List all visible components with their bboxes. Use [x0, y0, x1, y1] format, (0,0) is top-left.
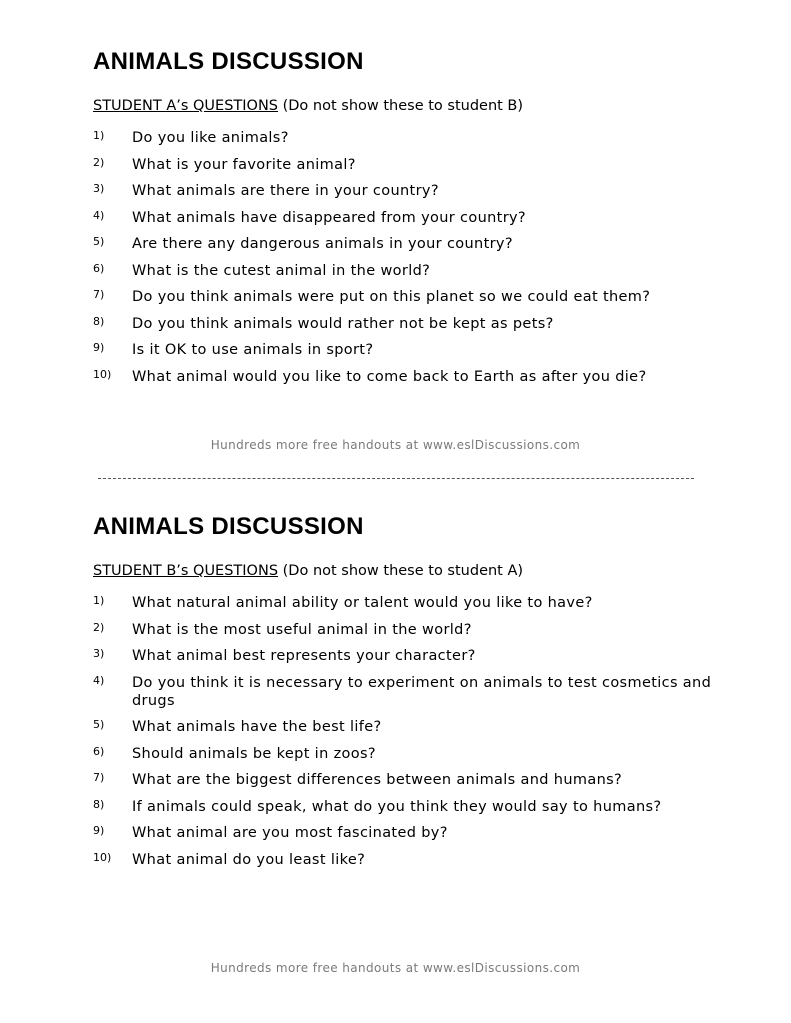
- question-item: [93, 771, 733, 789]
- question-item: [93, 824, 733, 842]
- question-number: 10): [93, 850, 112, 864]
- student-a-label: STUDENT A’s QUESTIONS: [93, 98, 278, 114]
- student-b-question-list: [93, 594, 733, 869]
- student-b-label: STUDENT B’s QUESTIONS: [93, 563, 279, 579]
- page-title: ANIMALS DISCUSSION: [93, 48, 364, 75]
- page-title: ANIMALS DISCUSSION: [93, 513, 364, 540]
- question-number: 2): [93, 155, 105, 169]
- question-item: [93, 288, 733, 306]
- question-text: Are there any dangerous animals in your country?: [132, 236, 513, 252]
- question-number: 8): [93, 797, 105, 811]
- student-a-question-list: [93, 129, 733, 386]
- student-a-subhead: [93, 97, 733, 115]
- question-number: 6): [93, 261, 105, 275]
- question-number: 1): [93, 594, 105, 607]
- question-text: What are the biggest differences between animals and humans?: [132, 772, 623, 788]
- question-item: [93, 368, 733, 386]
- question-text: What is your favorite animal?: [132, 156, 356, 173]
- question-item: [93, 621, 733, 639]
- question-number: 3): [93, 182, 105, 195]
- question-text: What animals have the best life?: [132, 719, 382, 735]
- question-item: [93, 674, 733, 710]
- question-text: What is the most useful animal in the world?: [132, 621, 472, 638]
- question-number: 4): [93, 673, 105, 687]
- question-text: If animals could speak, what do you think they would say to humans?: [132, 798, 662, 815]
- question-item: [93, 209, 733, 227]
- student-b-subhead: [93, 562, 733, 580]
- question-number: 6): [93, 744, 105, 758]
- question-item: [93, 182, 733, 200]
- question-item: [93, 315, 733, 333]
- question-number: 9): [93, 824, 105, 837]
- question-item: [93, 129, 733, 147]
- student-a-note: (Do not show these to student B): [278, 98, 524, 114]
- student-b-note: (Do not show these to student A): [278, 563, 524, 579]
- question-number: 10): [93, 367, 112, 381]
- footer-link-text: Hundreds more free handouts at www.eslDiscussions.com: [210, 961, 581, 975]
- student-a-section: [93, 47, 733, 394]
- question-text: What is the cutest animal in the world?: [132, 262, 431, 279]
- question-item: [93, 647, 733, 665]
- question-number: 1): [93, 129, 105, 142]
- question-item: [93, 745, 733, 763]
- question-item: [93, 851, 733, 869]
- question-text: Is it OK to use animals in sport?: [132, 342, 374, 358]
- question-number: 4): [93, 208, 105, 222]
- question-text: What animals are there in your country?: [132, 183, 439, 199]
- question-text: Do you like animals?: [132, 130, 289, 146]
- question-text: What animal best represents your character?: [132, 648, 476, 664]
- question-number: 5): [93, 718, 105, 731]
- question-number: 7): [93, 288, 105, 301]
- question-text: Should animals be kept in zoos?: [132, 745, 376, 762]
- question-text: What animal are you most fascinated by?: [132, 825, 448, 841]
- question-text: What natural animal ability or talent would you like to have?: [132, 595, 593, 611]
- question-number: 5): [93, 235, 105, 248]
- question-text: What animal do you least like?: [132, 851, 366, 868]
- cut-line-divider: [98, 478, 694, 479]
- question-text: Do you think animals were put on this planet so we could eat them?: [132, 289, 651, 305]
- question-item: [93, 718, 733, 736]
- question-text: Do you think it is necessary to experiment on animals to test cosmetics and drugs: [132, 674, 712, 709]
- question-number: 7): [93, 771, 105, 784]
- question-item: [93, 594, 733, 612]
- question-item: [93, 235, 733, 253]
- student-b-section: [93, 512, 733, 877]
- question-item: [93, 798, 733, 816]
- question-number: 2): [93, 620, 105, 634]
- footer-link-text: Hundreds more free handouts at www.eslDiscussions.com: [210, 438, 581, 452]
- question-text: Do you think animals would rather not be kept as pets?: [132, 315, 554, 332]
- question-text: What animal would you like to come back to Earth as after you die?: [132, 368, 647, 385]
- question-number: 3): [93, 647, 105, 660]
- question-item: [93, 156, 733, 174]
- question-item: [93, 262, 733, 280]
- question-number: 8): [93, 314, 105, 328]
- question-number: 9): [93, 341, 105, 354]
- question-item: [93, 341, 733, 359]
- question-text: What animals have disappeared from your country?: [132, 209, 526, 226]
